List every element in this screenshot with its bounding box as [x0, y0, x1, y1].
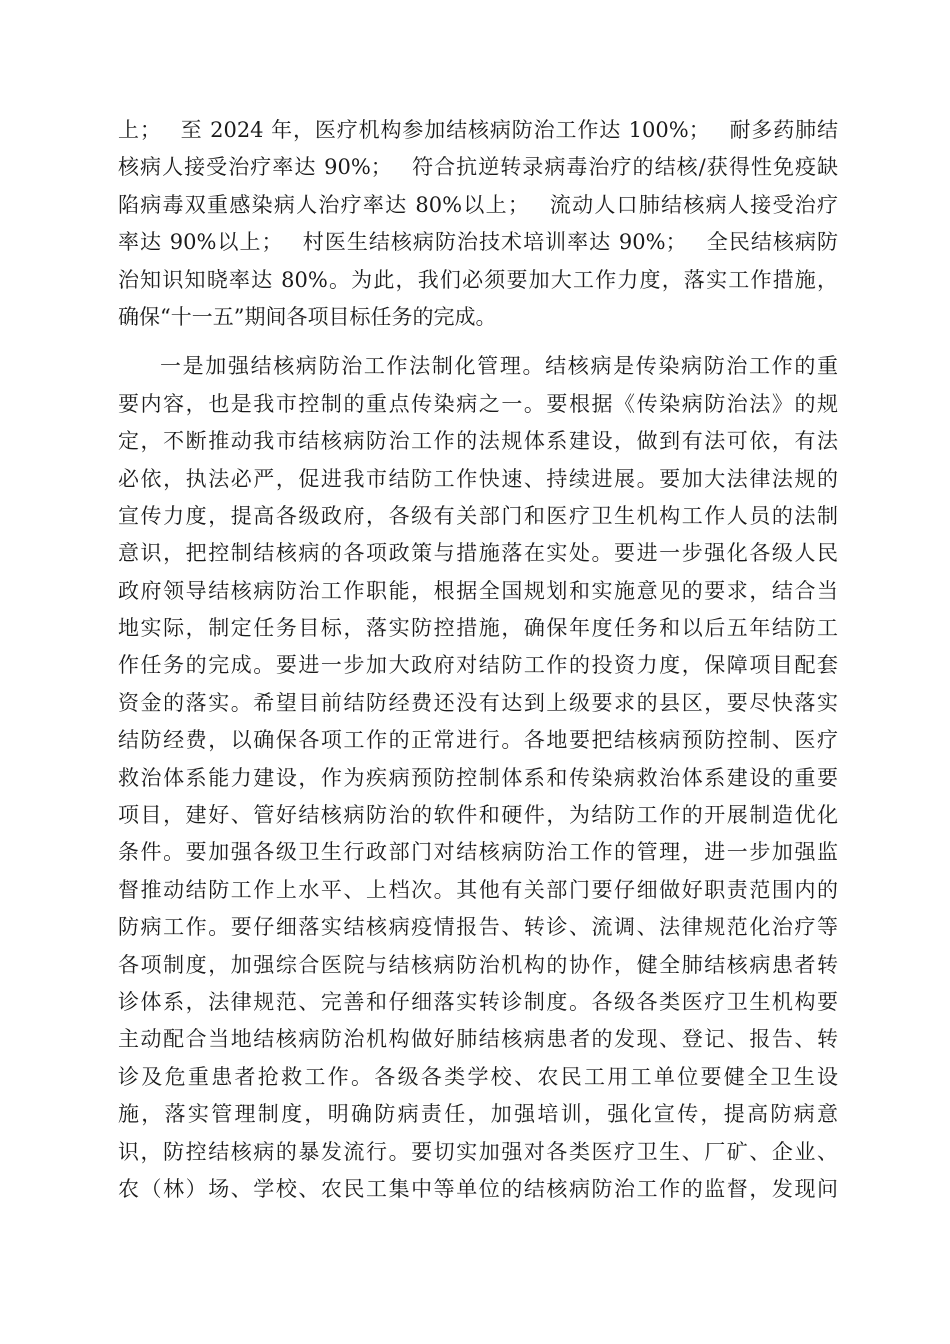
text-line: 一是加强结核病防治工作法制化管理。结核病是传染病防治工作的重: [160, 354, 838, 379]
text-line: 项目，建好、管好结核病防治的软件和硬件，为结防工作的开展制造优化: [118, 803, 838, 828]
text-line: 必依，执法必严，促进我市结防工作快速、持续进展。要加大法律法规的: [118, 466, 838, 491]
text-line: 率达 90%以上； 村医生结核病防治技术培训率达 90%； 全民结核病防: [118, 230, 838, 255]
text-line: 定，不断推动我市结核病防治工作的法规体系建设，做到有法可依，有法: [118, 429, 838, 454]
text-line: 施，落实管理制度，明确防病责任，加强培训，强化宣传，提高防病意: [118, 1102, 838, 1127]
text-line: 确保“十一五”期间各项目标任务的完成。: [118, 304, 497, 329]
text-line: 诊体系，法律规范、完善和仔细落实转诊制度。各级各类医疗卫生机构要: [118, 989, 838, 1014]
paragraph-targets: [118, 112, 838, 336]
paragraph-legal-management: [118, 348, 838, 1208]
text-line: 识，防控结核病的暴发流行。要切实加强对各类医疗卫生、厂矿、企业、: [118, 1139, 838, 1164]
text-line: 农（林）场、学校、农民工集中等单位的结核病防治工作的监督，发现问: [118, 1176, 838, 1201]
text-line: 诊及危重患者抢救工作。各级各类学校、农民工用工单位要健全卫生设: [118, 1064, 838, 1089]
text-line: 防病工作。要仔细落实结核病疫情报告、转诊、流调、法律规范化治疗等: [118, 915, 838, 940]
text-line: 意识，把控制结核病的各项政策与措施落在实处。要进一步强化各级人民: [118, 541, 838, 566]
text-line: 地实际，制定任务目标，落实防控措施，确保年度任务和以后五年结防工: [118, 616, 838, 641]
text-line: 救治体系能力建设，作为疾病预防控制体系和传染病救治体系建设的重要: [118, 765, 838, 790]
text-line: 治知识知晓率达 80%。为此，我们必须要加大工作力度，落实工作措施，: [118, 267, 838, 292]
text-line: 资金的落实。希望目前结防经费还没有达到上级要求的县区，要尽快落实: [118, 690, 838, 715]
text-line: 宣传力度，提高各级政府，各级有关部门和医疗卫生机构工作人员的法制: [118, 503, 838, 528]
text-line: 条件。要加强各级卫生行政部门对结核病防治工作的管理，进一步加强监: [118, 840, 838, 865]
text-line: 要内容，也是我市控制的重点传染病之一。要根据《传染病防治法》的规: [118, 391, 838, 416]
text-line: 各项制度，加强综合医院与结核病防治机构的协作，健全肺结核病患者转: [118, 952, 838, 977]
text-line: 政府领导结核病防治工作职能，根据全国规划和实施意见的要求，结合当: [118, 578, 838, 603]
text-line: 陷病毒双重感染病人治疗率达 80%以上； 流动人口肺结核病人接受治疗: [118, 192, 838, 217]
text-line: 督推动结防工作上水平、上档次。其他有关部门要仔细做好职责范围内的: [118, 877, 838, 902]
text-line: 主动配合当地结核病防治机构做好肺结核病患者的发现、登记、报告、转: [118, 1027, 838, 1052]
text-line: 上； 至 2024 年，医疗机构参加结核病防治工作达 100%； 耐多药肺结: [118, 118, 838, 142]
document-page: [118, 112, 838, 1208]
text-line: 核病人接受治疗率达 90%； 符合抗逆转录病毒治疗的结核/获得性免疫缺: [118, 155, 838, 180]
paragraph-spacer: [118, 336, 838, 348]
text-line: 作任务的完成。要进一步加大政府对结防工作的投资力度，保障项目配套: [118, 653, 838, 678]
text-line: 结防经费，以确保各项工作的正常进行。各地要把结核病预防控制、医疗: [118, 728, 838, 753]
